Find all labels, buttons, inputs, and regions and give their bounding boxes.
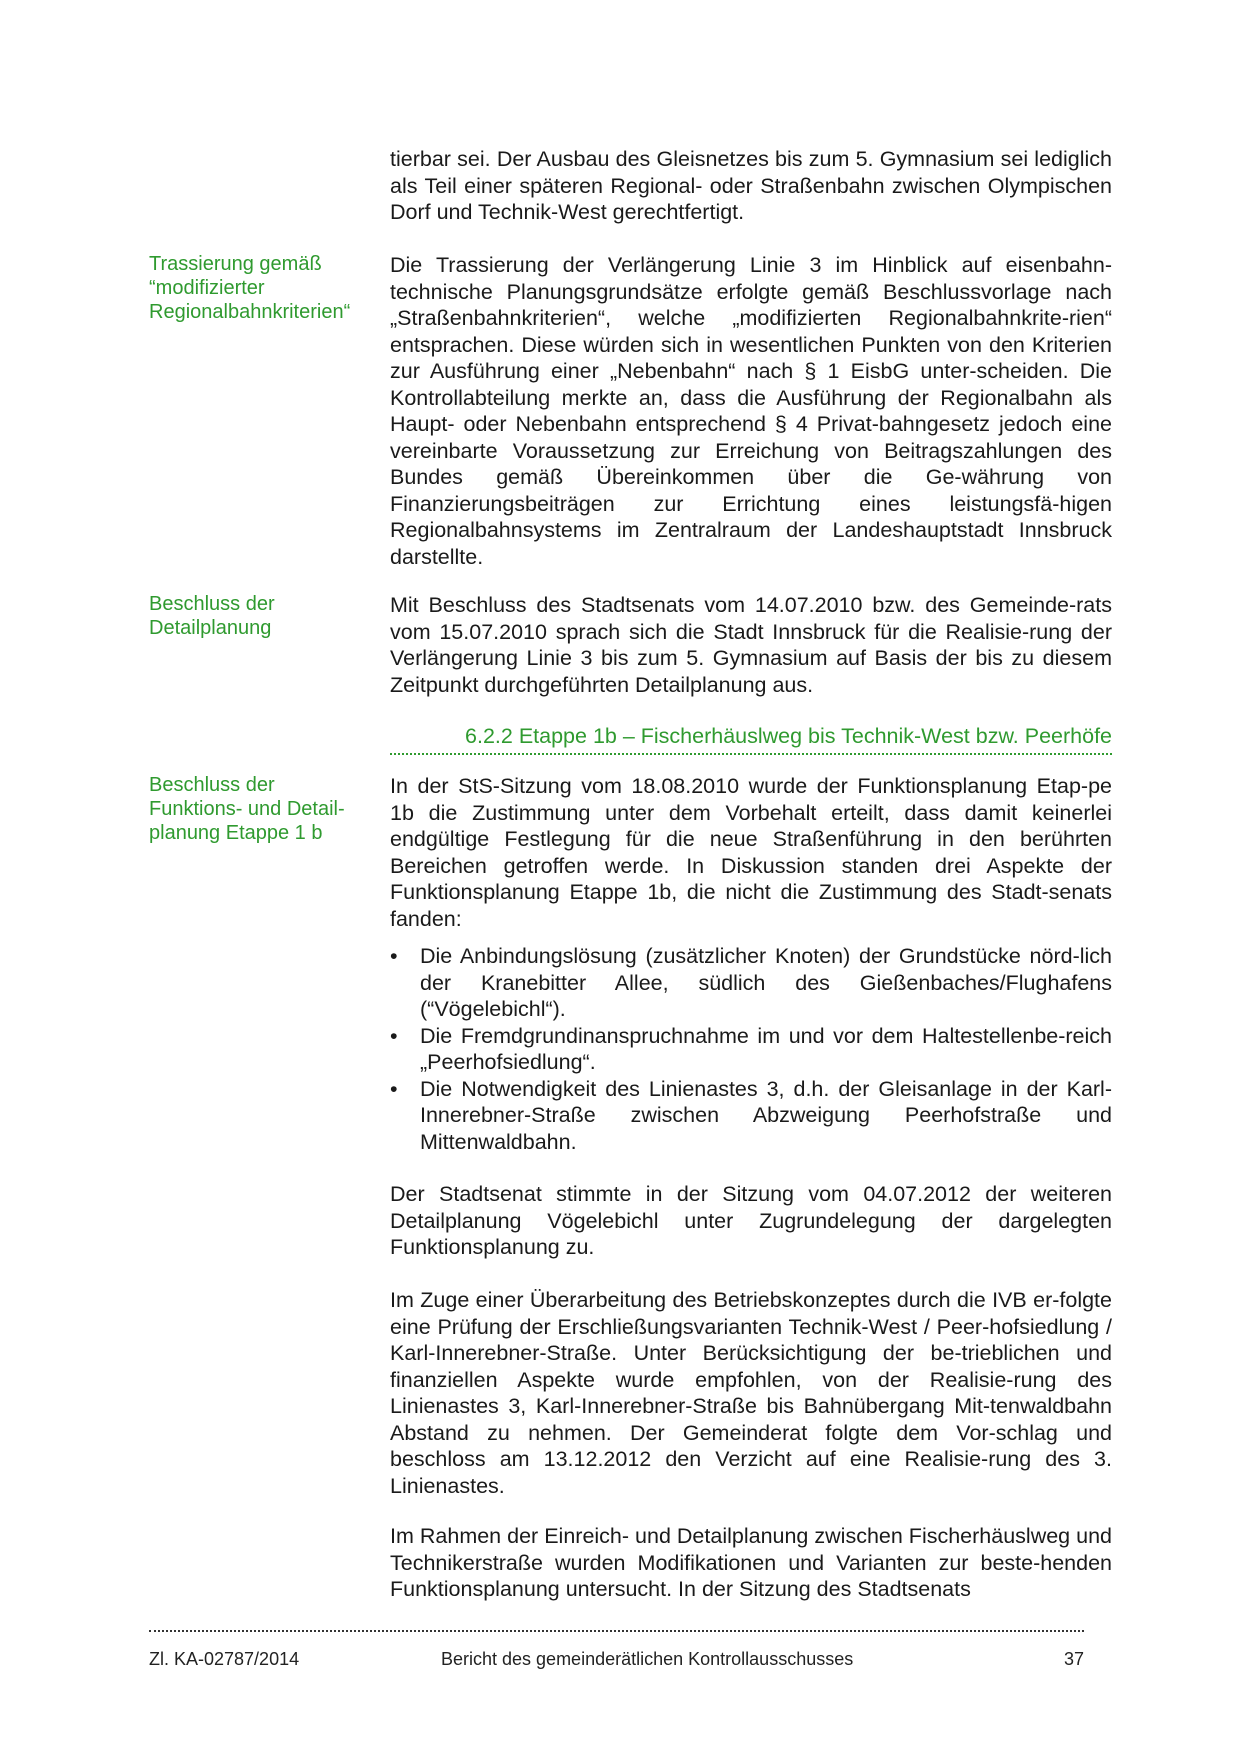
paragraph-7-text: Im Rahmen der Einreich- und Detailplanung zwischen Fischerhäuslweg und Technikerstraße wurden Modifikationen und Varianten zur beste-henden Funktionsplanung untersucht. In der Sitzung des Stadtsenats	[390, 1524, 1112, 1601]
section-heading: 6.2.2 Etappe 1b – Fischerhäuslweg bis Technik-West bzw. Peerhöfe	[390, 722, 1112, 755]
paragraph-2-text: Die Trassierung der Verlängerung Linie 3 im Hinblick auf eisenbahn-technische Planungsgrundsätze erfolgte gemäß Beschlussvorlage nach „Straßenbahnkriterien“, welche „modifizierten Regionalbahnkrite-rien“ entsprachen. Diese würden sich in wesentlichen Punkten von den Kriterien zur Ausführung einer „Nebenbahn“ nach § 1 EisbG unter-scheiden. Die Kontrollabteilung merkte an, dass die Ausführung der Regionalbahn als Haupt- oder Nebenbahn entsprechend § 4 Privat-bahngesetz jedoch eine vereinbarte Voraussetzung zur Erreichung von Beitragszahlungen des Bundes gemäß Übereinkommen über die Ge-währung von Finanzierungsbeiträgen zur Errichtung eines leistungsfä-higen Regionalbahnsystems im Zentralraum der Landeshauptstadt Innsbruck darstellte.	[390, 253, 1112, 569]
footer-divider	[149, 1630, 1084, 1632]
paragraph-3	[390, 592, 1112, 698]
paragraph-5-text: Der Stadtsenat stimmte in der Sitzung vom 04.07.2012 der weiteren Detailplanung Vögelebichl unter Zugrundelegung der dargelegten Funktionsplanung zu.	[390, 1182, 1112, 1259]
paragraph-3-text: Mit Beschluss des Stadtsenats vom 14.07.2010 bzw. des Gemeinde-rats vom 15.07.2010 sprach sich die Stadt Innsbruck für die Realisie-rung der Verlängerung Linie 3 bis zum 5. Gymnasium auf Basis der bis zu diesem Zeitpunkt durchgeführten Detailplanung aus.	[390, 593, 1112, 697]
paragraph-2	[390, 252, 1112, 570]
paragraph-1	[390, 146, 1112, 226]
paragraph-4	[390, 773, 1112, 932]
paragraph-6	[390, 1287, 1112, 1499]
list-item: • Die Fremdgrundinanspruchnahme im und vor dem Haltestellenbe-reich „Peerhofsiedlung“.	[390, 1023, 1112, 1076]
margin-note-beschluss-funktionsplanung: Beschluss der Funktions- und Detail-planung Etappe 1 b	[149, 774, 345, 844]
list-item: • Die Anbindungslösung (zusätzlicher Knoten) der Grundstücke nörd-lich der Kranebitter Allee, südlich des Gießenbaches/Flughafens (“Vögelebichl“).	[390, 943, 1112, 1023]
footer-title: Bericht des gemeinderätlichen Kontrollausschusses	[441, 1649, 854, 1669]
paragraph-6-text: Im Zuge einer Überarbeitung des Betriebskonzeptes durch die IVB er-folgte eine Prüfung der Erschließungsvarianten Technik-West / Peer-hofsiedlung / Karl-Innerebner-Straße. Unter Berücksichtigung der be-trieblichen und finanziellen Aspekte wurde empfohlen, von der Realisie-rung des Linienastes 3, Karl-Innerebner-Straße bis Bahnübergang Mit-tenwaldbahn Abstand zu nehmen. Der Gemeinderat folgte dem Vor-schlag und beschloss am 13.12.2012 den Verzicht auf eine Realisie-rung des 3. Linienastes.	[390, 1288, 1112, 1498]
paragraph-1-text: tierbar sei. Der Ausbau des Gleisnetzes bis zum 5. Gymnasium sei lediglich als Teil einer späteren Regional- oder Straßenbahn zwischen Olympischen Dorf und Technik-West gerechtfertigt.	[390, 147, 1112, 224]
margin-note-beschluss-detailplanung: Beschluss der Detailplanung	[149, 593, 275, 639]
paragraph-4-text: In der StS-Sitzung vom 18.08.2010 wurde der Funktionsplanung Etap-pe 1b die Zustimmung unter dem Vorbehalt erteilt, dass damit keinerlei endgültige Festlegung für die neue Straßenführung in den berührten Bereichen getroffen werde. In Diskussion standen drei Aspekte der Funktionsplanung Etappe 1b, die nicht die Zustimmung des Stadt-senats fanden:	[390, 774, 1112, 931]
bullet-list	[390, 943, 1112, 1155]
list-item: • Die Notwendigkeit des Linienastes 3, d.h. der Gleisanlage in der Karl-Innerebner-Straße zwischen Abzweigung Peerhofstraße und Mittenwaldbahn.	[390, 1076, 1112, 1156]
margin-note-trassierung: Trassierung gemäß “modifizierter Regionalbahnkriterien“	[149, 253, 351, 323]
page-number: 37	[1063, 1649, 1084, 1669]
paragraph-7	[390, 1523, 1112, 1603]
footer-reference: Zl. KA-02787/2014	[149, 1649, 300, 1669]
paragraph-5	[390, 1181, 1112, 1261]
